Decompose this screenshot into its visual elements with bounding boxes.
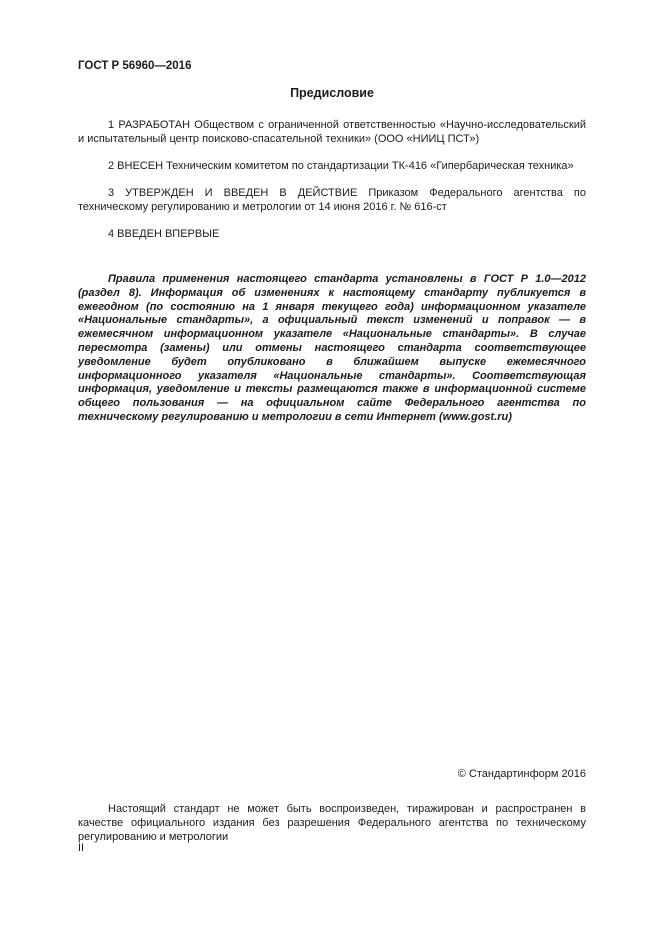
reproduction-restriction: Настоящий стандарт не может быть воспроизведен, тиражирован и распространен в качестве официального издания без разрешения Федерального агентства по техническому регулированию и метрологии bbox=[78, 803, 586, 843]
page-number: II bbox=[78, 842, 85, 854]
copyright-notice: © Стандартинформ 2016 bbox=[457, 768, 586, 780]
page-content bbox=[78, 60, 586, 425]
foreword-item-3: 3 УТВЕРЖДЕН И ВВЕДЕН В ДЕЙСТВИЕ Приказом Федерального агентства по техническому регулированию и метрологии от 14 июня 2016 г. № 616-ст bbox=[78, 187, 586, 213]
application-rules-note: Правила применения настоящего стандарта установлены в ГОСТ Р 1.0—2012 (раздел 8). Информация об изменениях к настоящему стандарту публикуется в ежегодном (по состоянию на 1 января текущего года) информационном указателе «Национальные стандарты», а официальный текст изменений и поправок — в ежемесячном информационном указателе «Национальные стандарты». В случае пересмотра (замены) или отмены настоящего стандарта соответствующее уведомление будет опубликовано в ближайшем выпуске ежемесячного информационного указателя «Национальные стандарты». Соответствующая информация, уведомление и тексты размещаются также в информационной системе общего пользования — на официальном сайте Федерального агентства по техническому регулированию и метрологии в сети Интернет (www.gost.ru) bbox=[78, 273, 586, 423]
foreword-item-1: 1 РАЗРАБОТАН Обществом с ограниченной ответственностью «Научно-исследовательский и испытательный центр поисково-спасательной техники» (ООО «НИИЦ ПСТ») bbox=[78, 119, 586, 145]
page-footer-block bbox=[78, 768, 586, 844]
page-title: Предисловие bbox=[290, 86, 374, 100]
document-code: ГОСТ Р 56960—2016 bbox=[78, 60, 192, 72]
foreword-item-2: 2 ВНЕСЕН Техническим комитетом по стандартизации ТК-416 «Гипербарическая техника» bbox=[108, 160, 574, 172]
foreword-item-4: 4 ВВЕДЕН ВПЕРВЫЕ bbox=[108, 228, 220, 240]
